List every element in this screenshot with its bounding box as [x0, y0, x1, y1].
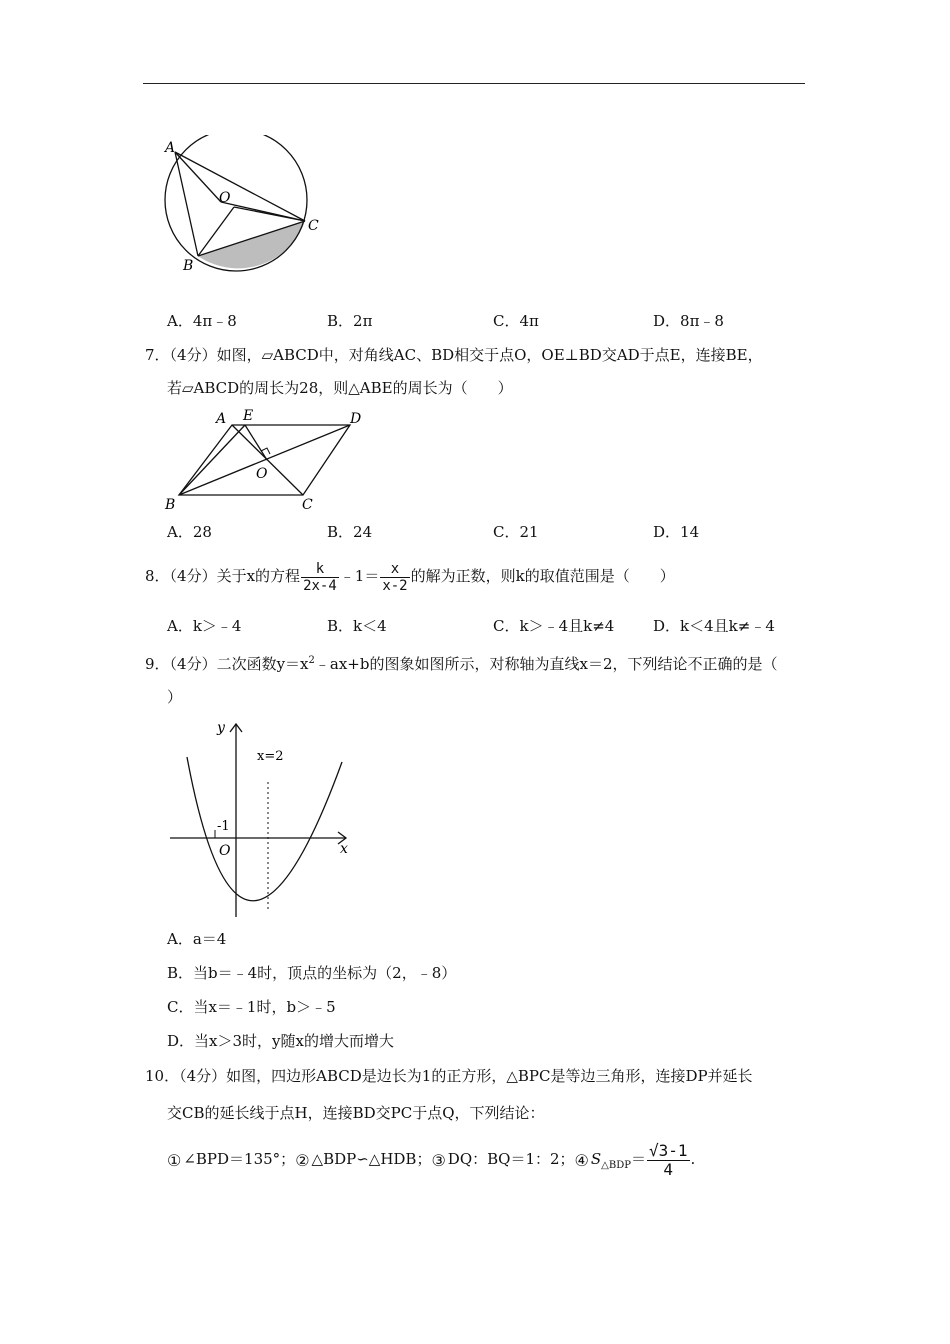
q7-parallelogram-figure: [160, 405, 370, 515]
q10-circled-2: ②: [295, 1150, 310, 1170]
q7-label-D: D: [350, 411, 362, 427]
q8-option-a: A．k＞﹣4: [167, 617, 242, 635]
q10-s4-sub: △BDP: [601, 1160, 631, 1171]
q10-circled-1: ①: [167, 1150, 182, 1170]
q10-statement-2: △BDP∽△HDB；: [311, 1150, 432, 1168]
q9-line1-b: ﹣ax+b的图象如图所示，对称轴为直线x＝2，下列结论不正确的是（: [314, 655, 778, 673]
q9-option-b: B．当b＝﹣4时，顶点的坐标为（2，﹣8）: [167, 964, 457, 982]
q9-label-O: O: [219, 843, 231, 859]
header-rule: [143, 83, 805, 84]
q9-label-axis: x=2: [257, 749, 284, 764]
q8-suffix: 的解为正数，则k的取值范围是（ ）: [410, 567, 675, 585]
q9-parabola-figure: [160, 712, 360, 922]
q10-statement-3: DQ：BQ＝1：2；: [447, 1150, 575, 1168]
q7-option-b: B．24: [327, 523, 373, 541]
q7-label-E: E: [243, 408, 254, 424]
q10-text-line2: 交CB的延长线于点H，连接BD交PC于点Q，下列结论：: [167, 1104, 545, 1122]
q7-label-B: B: [165, 497, 176, 513]
q8-frac2-denominator: x-2: [382, 577, 408, 594]
q6-shaded-segment: [198, 221, 305, 268]
q8-prefix: 8．（4分）关于x的方程: [145, 567, 301, 585]
q6-circle-figure: [158, 135, 328, 275]
q8-option-d: D．k＜4且k≠﹣4: [653, 617, 775, 635]
q7-label-A: A: [216, 411, 227, 427]
q9-label-y: y: [217, 720, 225, 736]
q9-line1-a: 9．（4分）二次函数y＝x: [145, 655, 309, 673]
q8-middle: ﹣1＝: [339, 567, 380, 585]
q9-option-d: D．当x＞3时，y随x的增大而增大: [167, 1032, 394, 1050]
q10-text-line1: 10．（4分）如图，四边形ABCD是边长为1的正方形，△BPC是等边三角形，连接DP并延长: [145, 1067, 753, 1085]
q9-option-a: A．a＝4: [167, 930, 227, 948]
q10-s4-end: .: [690, 1150, 696, 1168]
q6-option-b: B．2π: [327, 312, 373, 330]
q6-label-B: B: [183, 258, 194, 274]
q7-label-O: O: [256, 466, 268, 482]
q7-label-C: C: [302, 497, 313, 513]
q10-circled-4: ④: [574, 1150, 589, 1170]
q6-option-d: D．8π﹣8: [653, 312, 724, 330]
q10-s4-numerator: √3-1: [648, 1140, 688, 1160]
q6-label-C: C: [308, 218, 319, 234]
q6-label-A: A: [165, 140, 176, 156]
q8-frac2-numerator: x: [380, 561, 409, 578]
q8-frac1-denominator: 2x-4: [303, 577, 337, 594]
q9-option-c: C．当x＝﹣1时，b＞﹣5: [167, 998, 336, 1016]
q10-s4-denominator: 4: [663, 1159, 674, 1179]
q9-text-line1: [145, 651, 778, 674]
q8-option-c: C．k＞﹣4且k≠4: [493, 617, 615, 635]
q7-text-line2: 若▱ABCD的周长为28，则△ABE的周长为（ ）: [167, 379, 513, 397]
q10-s4-eq: ＝: [630, 1150, 646, 1168]
q7-option-a: A．28: [167, 523, 212, 541]
q8-question: [145, 558, 675, 594]
q9-line1-sup: 2: [308, 655, 315, 666]
q10-statement-1: ∠BPD＝135°；: [183, 1150, 296, 1168]
q7-text-line1: 7．（4分）如图，▱ABCD中，对角线AC、BD相交于点O，OE⊥BD交AD于点E，连接BE，: [145, 346, 763, 364]
q10-s4-prefix: S: [590, 1150, 602, 1168]
q8-fraction-2: [380, 561, 409, 594]
q8-fraction-1: [301, 561, 339, 594]
q10-conclusions: [167, 1138, 695, 1187]
q9-text-line2: ）: [167, 688, 183, 706]
q8-option-b: B．k＜4: [327, 617, 387, 635]
q9-label-minus1: -1: [217, 819, 230, 834]
q10-circled-3: ③: [431, 1150, 446, 1170]
q6-option-c: C．4π: [493, 312, 539, 330]
q7-option-c: C．21: [493, 523, 539, 541]
q7-option-d: D．14: [653, 523, 700, 541]
q10-s4-fraction: [647, 1142, 690, 1179]
q6-option-a: A．4π﹣8: [167, 312, 237, 330]
q6-label-O: O: [219, 190, 231, 206]
q9-label-x: x: [340, 841, 348, 857]
q8-frac1-numerator: k: [301, 561, 339, 578]
